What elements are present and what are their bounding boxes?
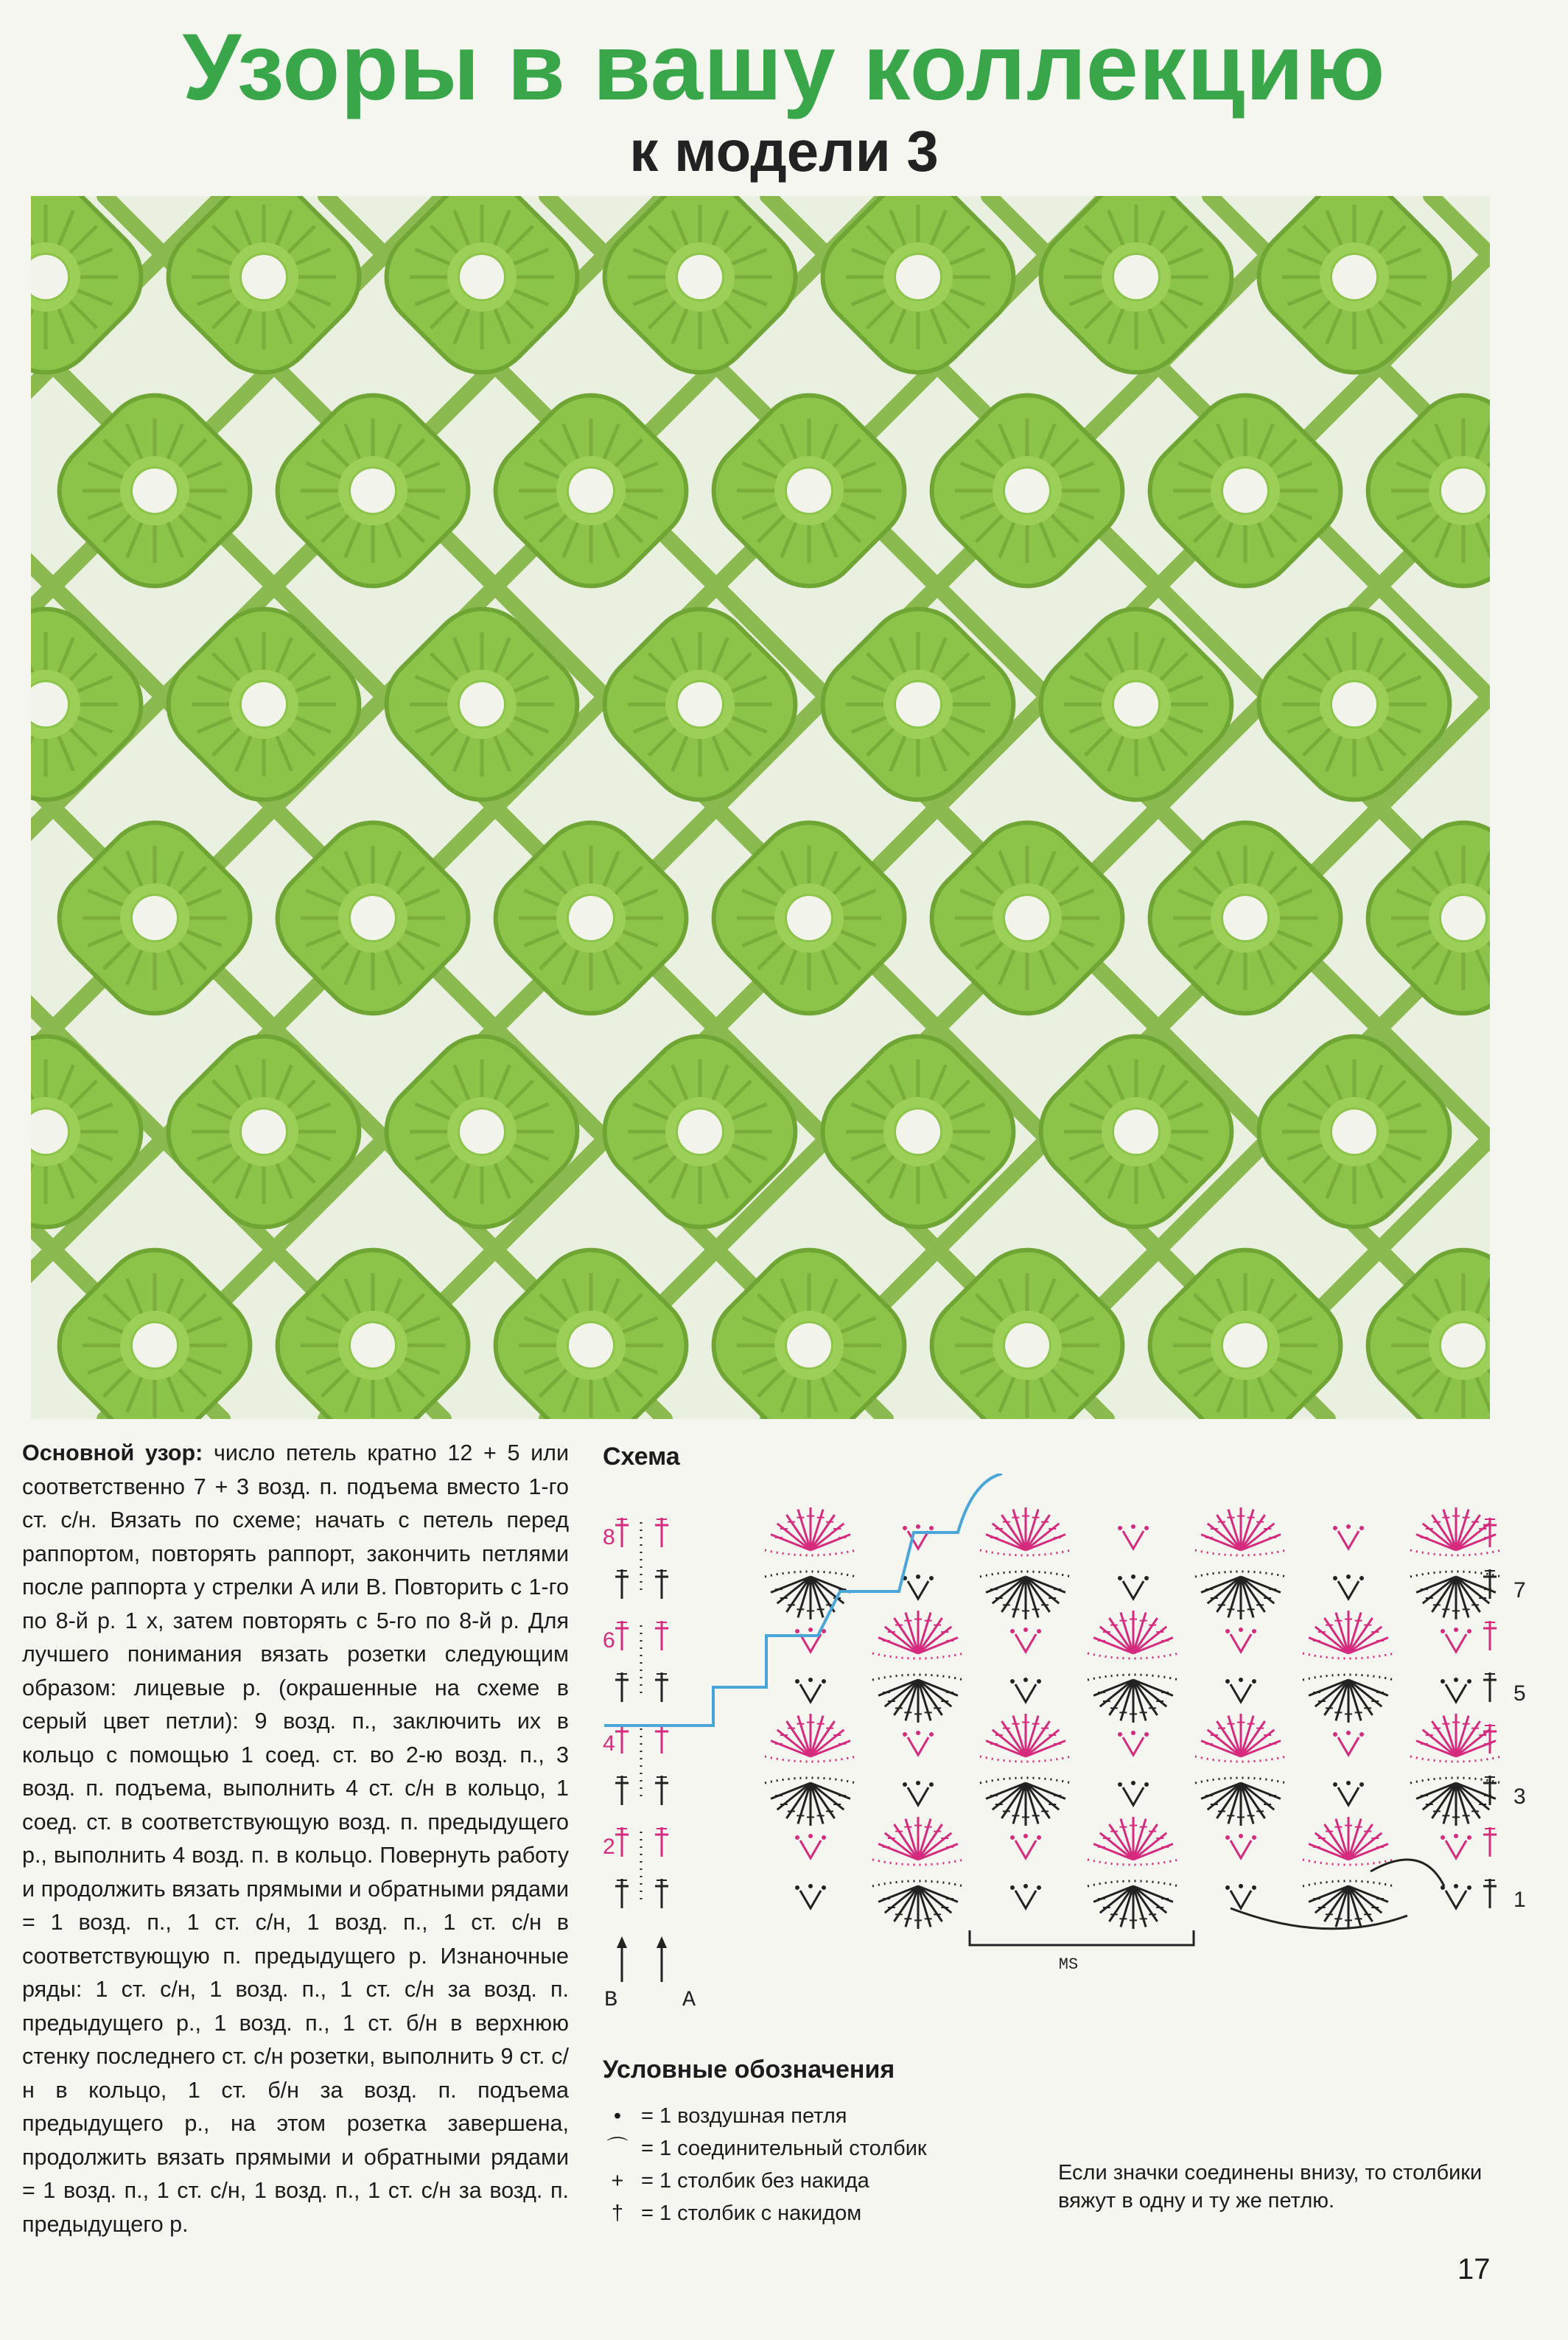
double-crochet-icon: †	[611, 2201, 624, 2225]
row-number-7: 7	[1513, 1578, 1526, 1602]
page-number: 17	[1457, 2253, 1491, 2285]
legend-title: Условные обозначения	[603, 2056, 895, 2084]
page-subtitle: к модели 3	[629, 119, 939, 183]
description-label: Основной узор:	[22, 1440, 203, 1465]
legend-label: = 1 воздушная петля	[641, 2104, 847, 2128]
legend-list	[603, 2100, 927, 2229]
slip-stitch-icon: ⌒	[606, 2137, 629, 2160]
legend-item-double-crochet	[603, 2197, 927, 2229]
row-number-5: 5	[1513, 1681, 1526, 1706]
crochet-chart	[589, 1474, 1547, 2019]
legend-label: = 1 столбик без накида	[641, 2169, 869, 2193]
pattern-description	[22, 1437, 569, 2241]
scheme-title: Схема	[603, 1443, 680, 1471]
page-title: Узоры в вашу коллекцию	[182, 15, 1386, 120]
legend-item-slip-stitch	[603, 2132, 927, 2165]
row-number-1: 1	[1513, 1888, 1526, 1912]
row-number-8: 8	[603, 1525, 615, 1549]
legend-item-single-crochet	[603, 2165, 927, 2197]
description-text: число петель кратно 12 + 5 или соответственно 7 + 3 возд. п. подъема вместо 1-го ст. с/н. Вязать по схеме; начать с петель перед раппортом, повторять раппорт, закончить петлями после раппорта у стрелки A или B. Повторить с 1-го по 8-й р. 1 х, затем повторять с 5-го по 8-й р. Для лучшего понимания вязать розетки следующим образом: лицевые р. (окрашенные на схеме в серый цвет петли): 9 возд. п., заключить их в кольцо с помощью 1 соед. ст. во 2-ю возд. п., 3 возд. п. подъема, выполнить 4 ст. с/н в кольцо, 1 соед. ст. в соответствующую возд. п. предыдущего р., выполнить 4 возд. п. в кольцо. Повернуть работу и продолжить вязать прямыми и обратными рядами = 1 возд. п., 1 ст. с/н, 1 возд. п., 1 ст. с/н в соответствующую п. предыдущего р. Изнаночные ряды: 1 ст. с/н, 1 возд. п., 1 ст. с/н за возд. п. предыдущего р., 1 возд. п., 1 ст. б/н в верхнюю стенку последнего ст. с/н розетки, выполнить 9 ст. с/н в кольцо, 1 ст. б/н за возд. п. подъема предыдущего р., на этом розетка завершена, продолжить вязать прямыми и обратными рядами = 1 возд. п., 1 ст. с/н, 1 возд. п., 1 ст. с/н за возд. п. предыдущего р.	[22, 1440, 569, 2237]
row-number-2: 2	[603, 1835, 615, 1859]
legend-label: = 1 столбик с накидом	[641, 2201, 862, 2225]
legend-label: = 1 соединительный столбик	[641, 2137, 927, 2160]
row-number-3: 3	[1513, 1784, 1526, 1809]
repeat-label: MS	[1058, 1955, 1079, 1974]
legend-item-chain	[603, 2100, 927, 2132]
arrow-label-b: B	[604, 1988, 618, 2013]
row-number-6: 6	[603, 1628, 615, 1653]
chart-note: Если значки соединены внизу, то столбики вяжут в одну и ту же петлю.	[1058, 2161, 1483, 2213]
single-crochet-icon: +	[611, 2169, 624, 2193]
chain-dot-icon: •	[613, 2104, 622, 2128]
arrow-label-a: A	[682, 1988, 696, 2013]
row-number-4: 4	[603, 1731, 615, 1756]
pattern-photo	[31, 196, 1490, 1419]
